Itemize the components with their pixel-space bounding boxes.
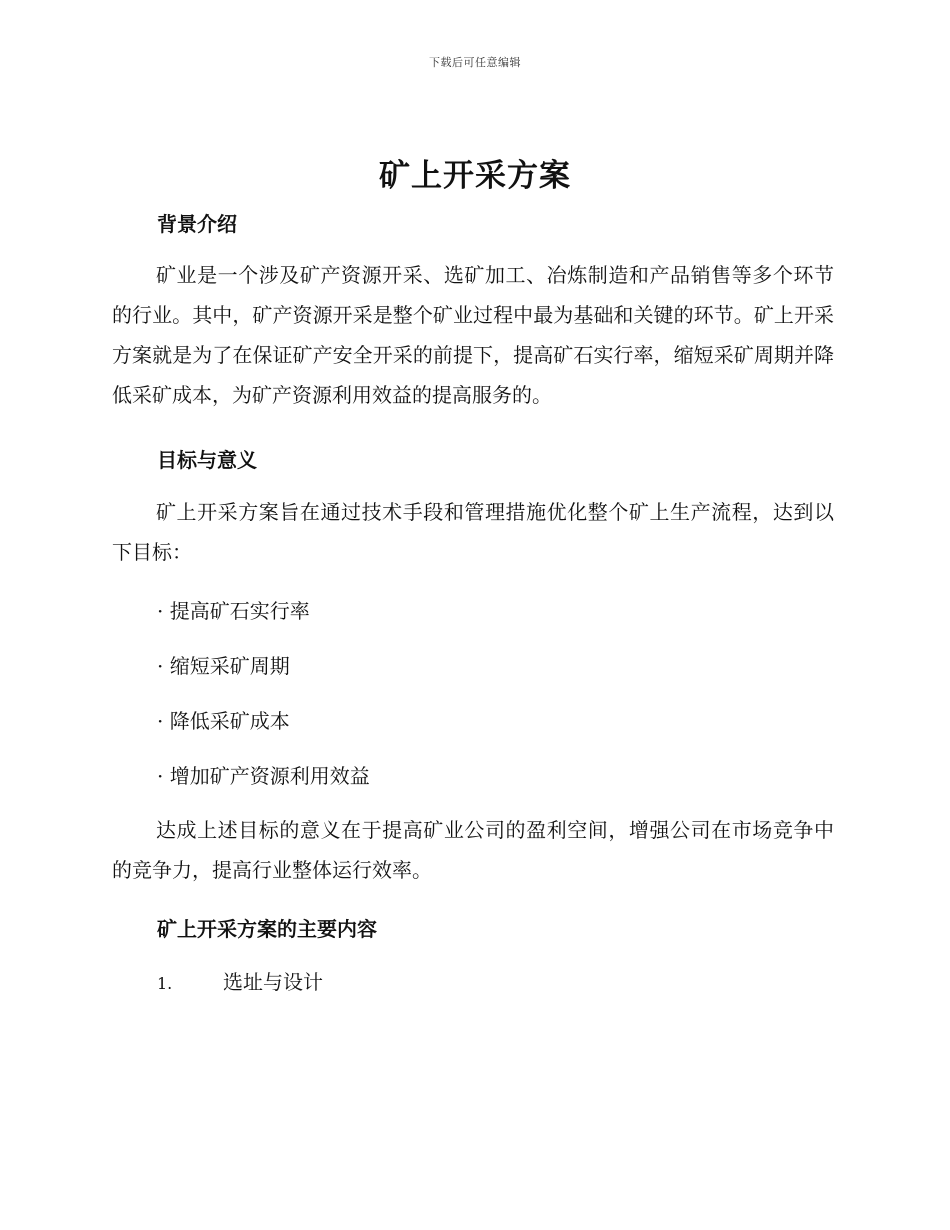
goal-bullet-item: · 缩短采矿周期 [157,654,290,678]
goals-conclusion-paragraph: 达成上述目标的意义在于提高矿业公司的盈利空间，增强公司在市场竞争中的竞争力，提高行业整体运行效率。 [112,818,834,882]
section-heading-background: 背景介绍 [157,212,237,236]
goal-bullet-item: · 降低采矿成本 [157,709,290,733]
goal-bullet-item: · 增加矿产资源利用效益 [157,764,370,788]
goal-bullet-item: · 提高矿石实行率 [157,599,310,623]
section-heading-goals: 目标与意义 [157,448,257,472]
numbered-item [157,966,323,995]
goals-intro-paragraph: 矿上开采方案旨在通过技术手段和管理措施优化整个矿上生产流程，达到以下目标： [112,500,834,564]
background-paragraph: 矿业是一个涉及矿产资源开采、选矿加工、冶炼制造和产品销售等多个环节的行业。其中，矿产资源开采是整个矿业过程中最为基础和关键的环节。矿上开采方案就是为了在保证矿产安全开采的前提下，提高矿石实行率，缩短采矿周期并降低采矿成本，为矿产资源利用效益的提高服务的。 [112,263,834,407]
numbered-item-text: 选址与设计 [223,970,323,994]
page-title: 矿上开采方案 [379,158,571,194]
section-heading-main-content: 矿上开采方案的主要内容 [157,917,377,941]
header-note: 下载后可任意编辑 [429,56,521,69]
numbered-item-number: 1. [157,974,173,993]
